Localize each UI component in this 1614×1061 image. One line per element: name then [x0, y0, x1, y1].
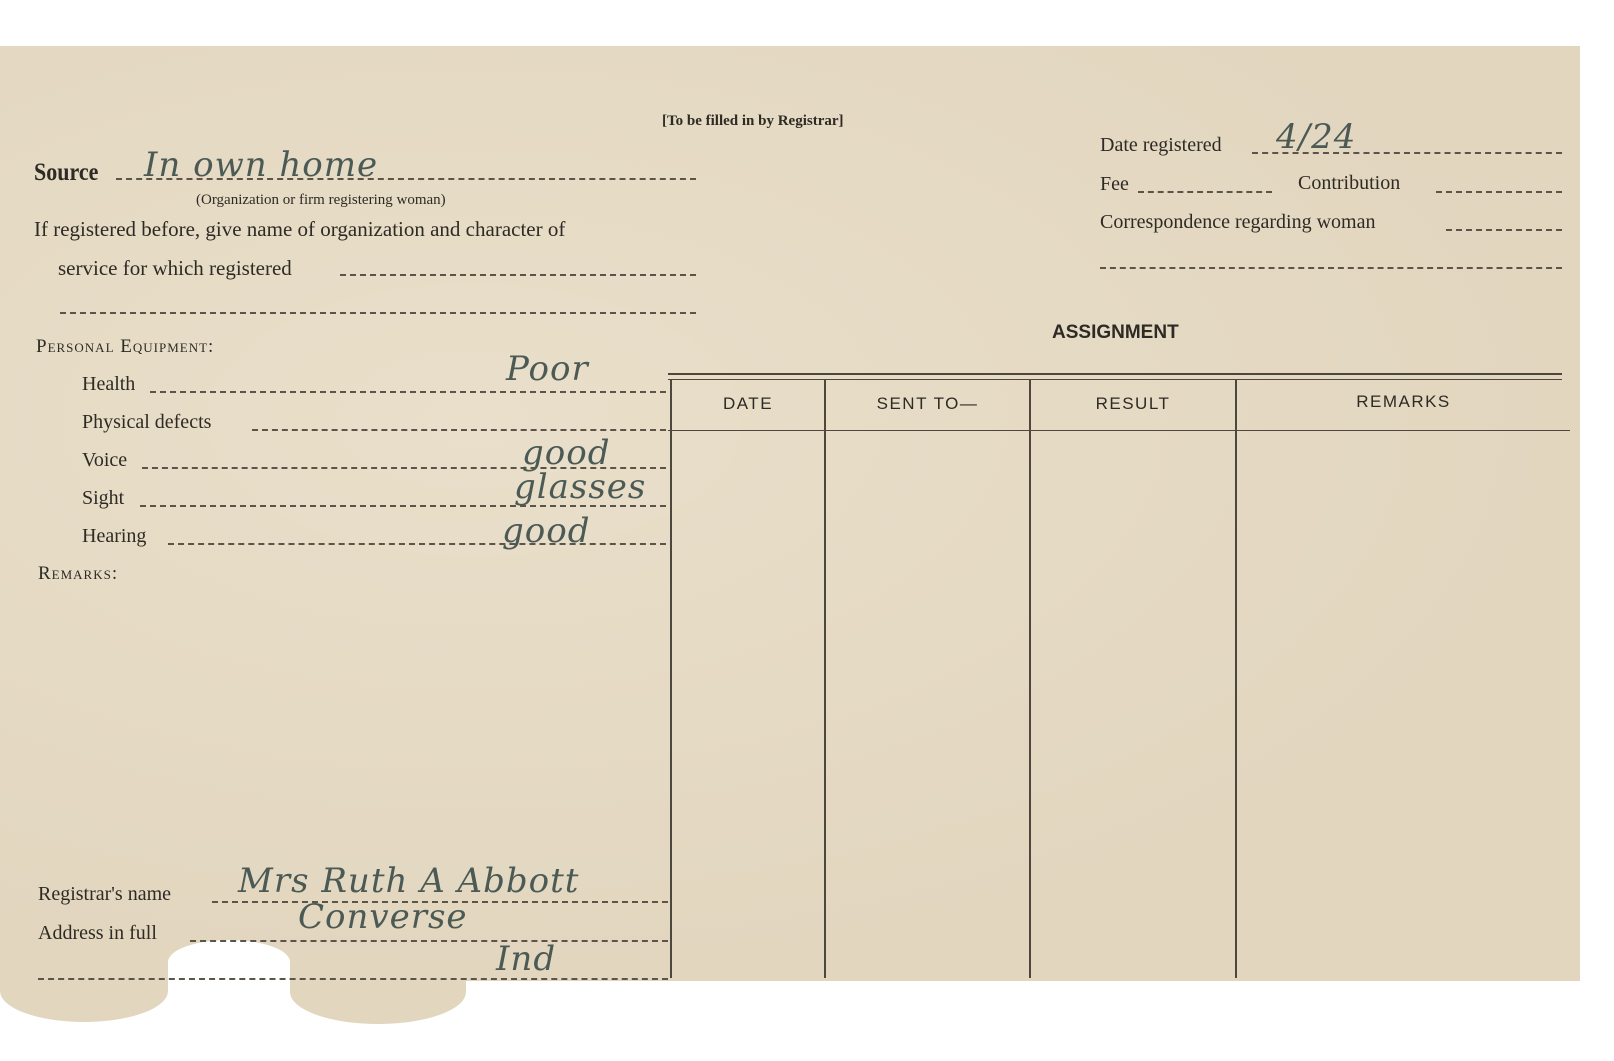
sight-value: glasses — [514, 467, 647, 507]
card-bottom-cut — [466, 981, 1580, 1061]
assignment-col-result: RESULT — [1095, 394, 1171, 413]
prior-registration-line — [340, 274, 696, 276]
fee-line — [1138, 191, 1272, 193]
health-line — [150, 391, 666, 393]
sight-label: Sight — [82, 487, 125, 509]
prior-registration-line2: service for which registered — [58, 256, 292, 280]
assignment-col-divider — [670, 380, 672, 978]
prior-registration-line1: If registered before, give name of organization and character of — [34, 217, 566, 241]
card-tab-left — [0, 960, 168, 1022]
registrar-note: [To be filled in by Registrar] — [662, 113, 844, 129]
address-value-line2: Ind — [496, 939, 557, 979]
source-caption: (Organization or firm registering woman) — [196, 192, 446, 208]
assignment-title: ASSIGNMENT — [1052, 322, 1179, 343]
assignment-col-date: DATE — [722, 394, 774, 413]
assignment-header-rule — [668, 430, 1570, 431]
address-value-line1: Converse — [298, 897, 468, 937]
correspondence-line-2 — [1100, 267, 1562, 269]
assignment-top-rule-2 — [668, 379, 1562, 380]
source-value: In own home — [144, 145, 379, 185]
voice-label: Voice — [82, 449, 128, 471]
hearing-value: good — [502, 511, 591, 551]
remarks-heading: Remarks: — [38, 563, 119, 584]
voice-value: good — [522, 433, 611, 473]
address-line — [190, 940, 668, 942]
personal-equipment-heading: Personal Equipment: — [36, 336, 215, 357]
assignment-col-remarks: REMARKS — [1356, 392, 1451, 411]
prior-registration-line-2 — [60, 312, 696, 314]
correspondence-line — [1446, 229, 1562, 231]
address-label: Address in full — [38, 922, 157, 944]
assignment-top-rule — [668, 373, 1562, 375]
address-line-2 — [38, 978, 668, 980]
registrar-name-label: Registrar's name — [38, 883, 172, 905]
physical-defects-line — [252, 429, 666, 431]
correspondence-label: Correspondence regarding woman — [1100, 211, 1376, 233]
registrar-name-value: Mrs Ruth A Abbott — [238, 861, 580, 901]
fee-label: Fee — [1100, 173, 1129, 195]
assignment-col-divider — [824, 380, 826, 978]
date-registered-value: 4/24 — [1276, 117, 1357, 157]
assignment-col-divider — [1029, 380, 1031, 978]
contribution-line — [1436, 191, 1562, 193]
source-label: Source — [34, 159, 99, 186]
assignment-col-sent-to: SENT TO— — [876, 394, 979, 413]
health-label: Health — [82, 373, 136, 395]
card-tab-right — [290, 960, 466, 1024]
contribution-label: Contribution — [1298, 172, 1401, 194]
hearing-label: Hearing — [82, 525, 147, 547]
health-value: Poor — [506, 349, 589, 389]
physical-defects-label: Physical defects — [82, 411, 212, 433]
hearing-line — [168, 543, 666, 545]
assignment-col-divider — [1235, 380, 1237, 978]
date-registered-label: Date registered — [1100, 134, 1222, 156]
